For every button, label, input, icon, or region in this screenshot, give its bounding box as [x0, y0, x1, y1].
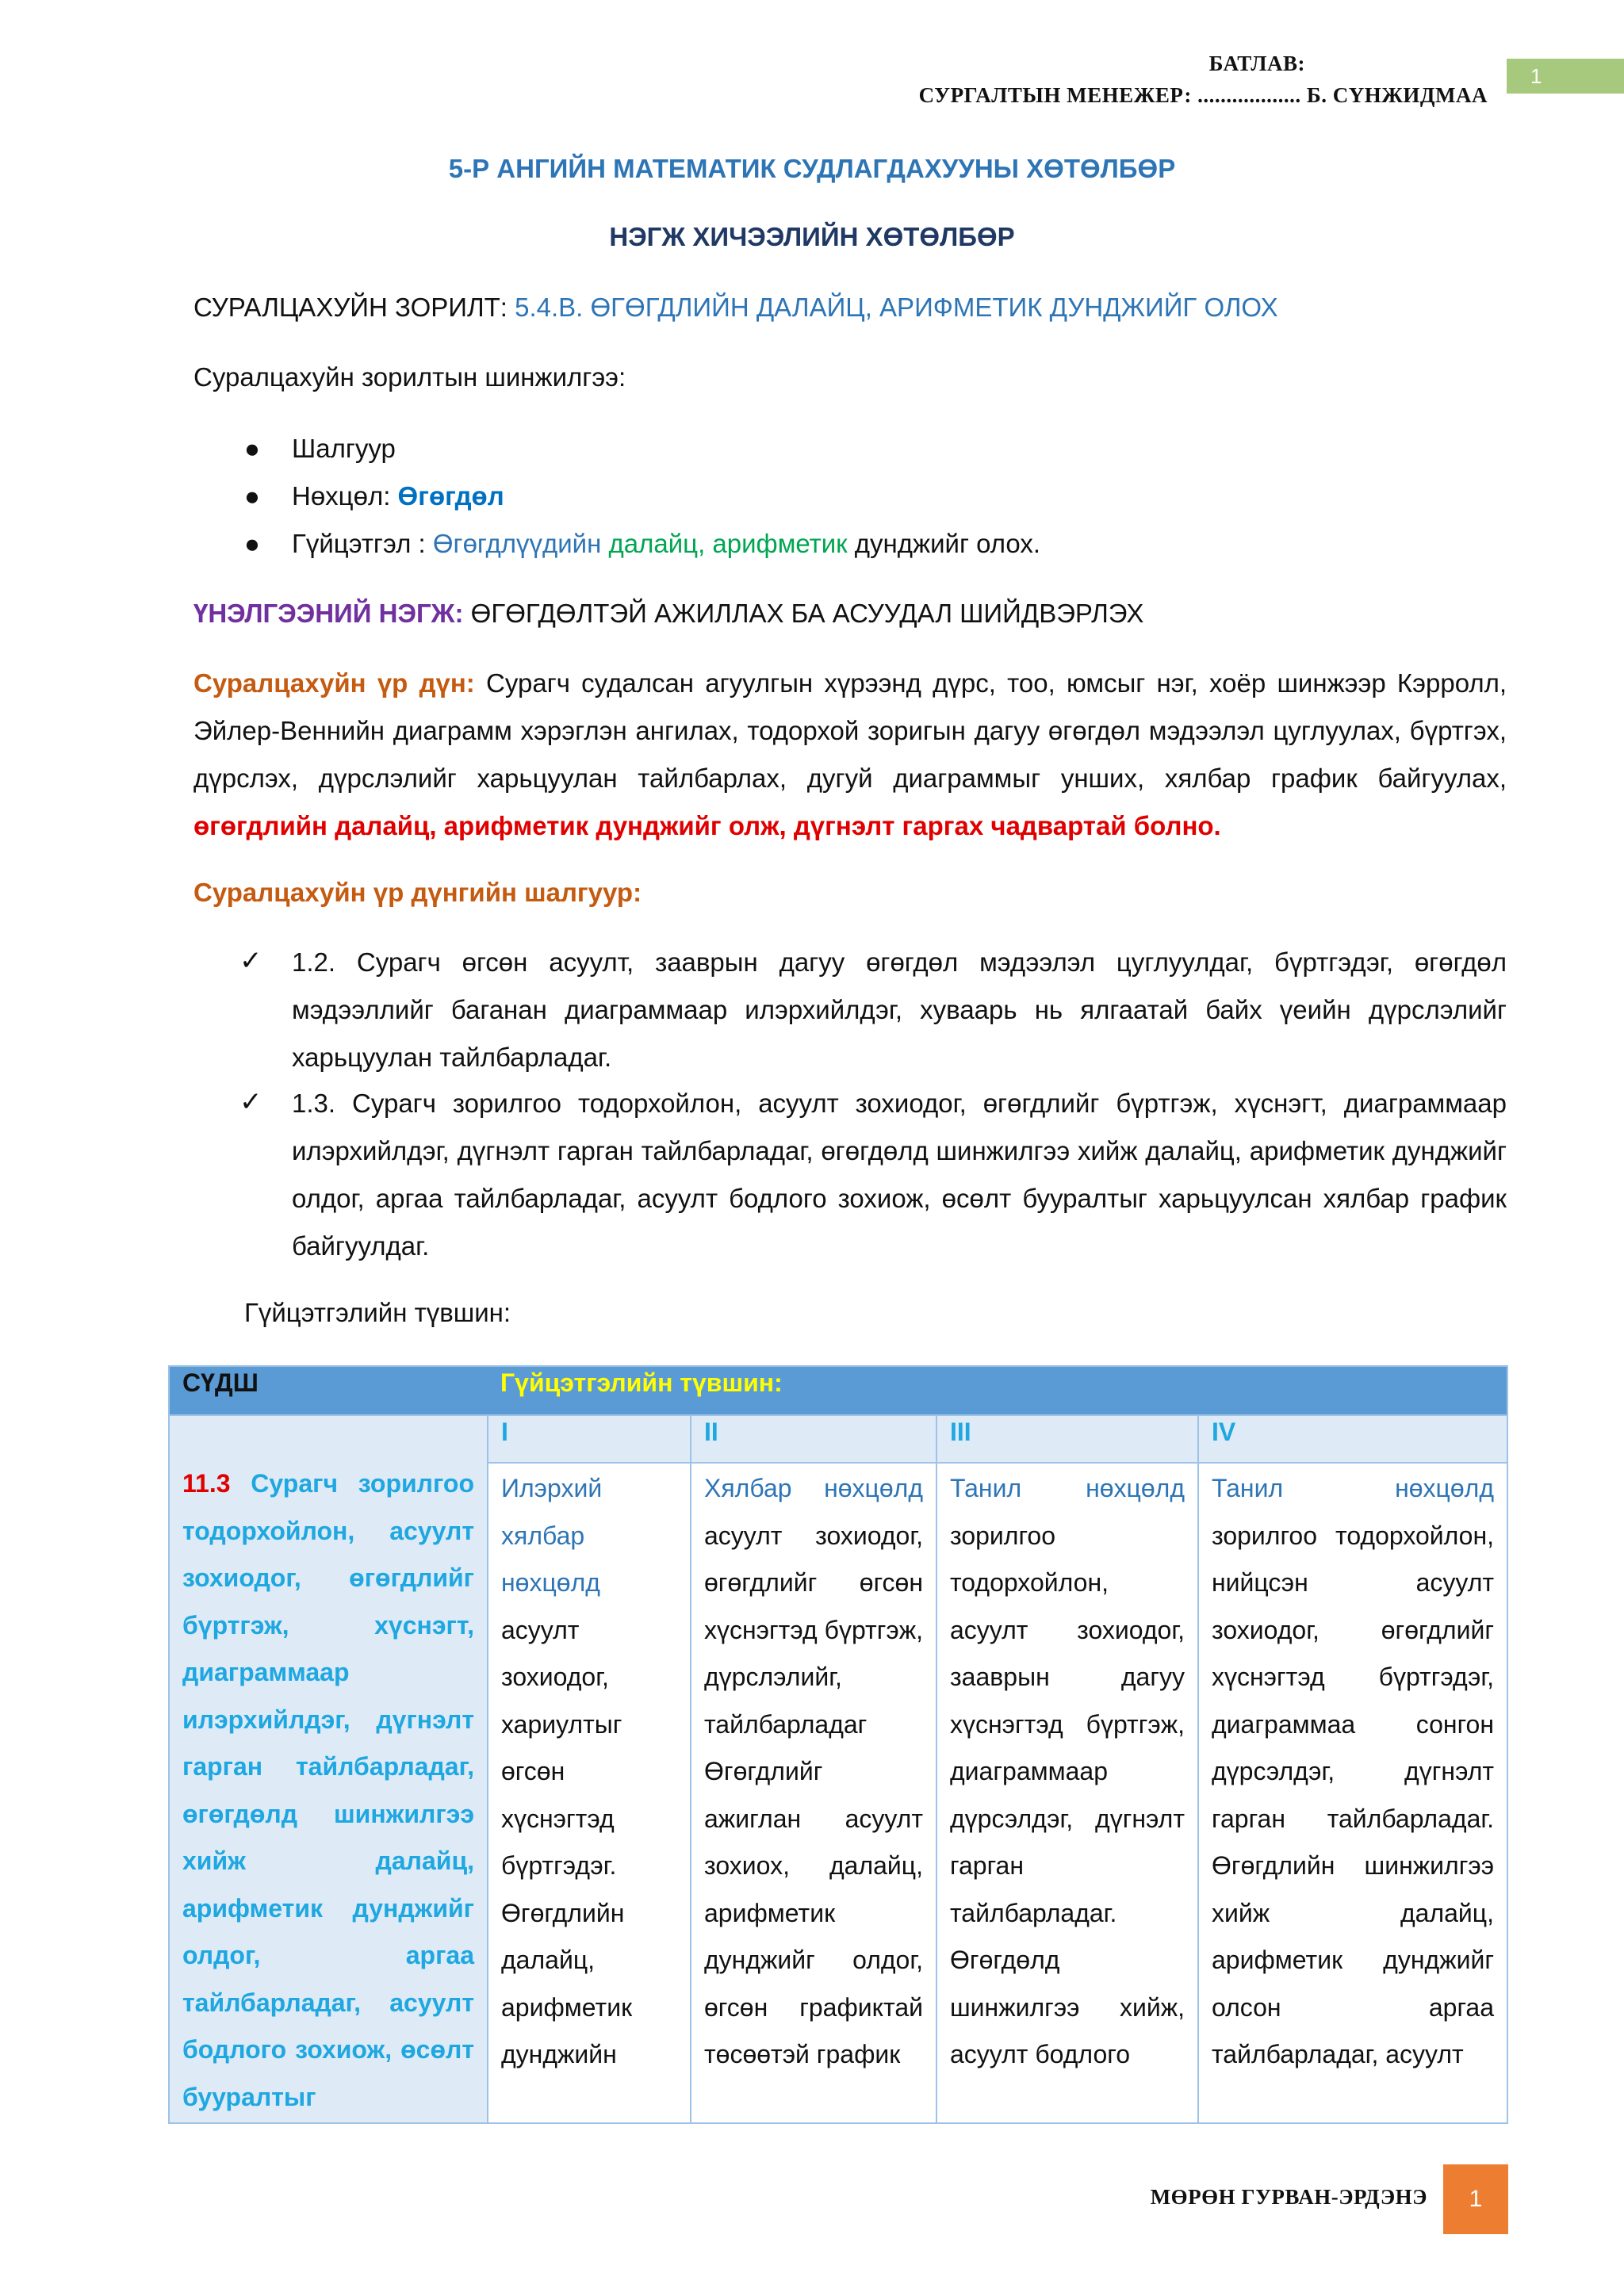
column-header-sudsh: СҮДШ — [169, 1366, 488, 1415]
sudsh-number: 11.3 — [182, 1469, 231, 1498]
bullet-dot-icon: ● — [244, 481, 260, 511]
column-header-level: Гүйцэтгэлийн түвшин: — [488, 1366, 1507, 1415]
unit-title: НЭГЖ ХИЧЭЭЛИЙН ХӨТӨЛБӨР — [609, 222, 1015, 251]
analysis-heading: Суралцахуйн зорилтын шинжилгээ: — [193, 362, 626, 392]
performance-line — [292, 528, 1040, 560]
objective-label: СУРАЛЦАХУЙН ЗОРИЛТ: — [193, 293, 508, 322]
table-header-row — [169, 1366, 1507, 1415]
level-header: III — [936, 1415, 1198, 1463]
criteria-item: 1.2. Сурагч өгсөн асуулт, зааврын дагуу өгөгдөл мэдээлэл цуглуулдаг, бүртгэдэг, өгөгдөл мэдээллийг баганан диаграммаар илэрхийлдэг, хуваарь нь ялгаатай байх үеийн дүрслэлийг харьцуулан тайлбарладаг. — [292, 947, 1507, 1072]
level-2-cell: Хялбар нөхцөлд асуулт зохиодог, өгөгдлийг өгсөн хүснэгтэд бүртгэж, дүрслэлийг, тайлбарладаг Өгөгдлийг ажиглан асуулт зохиох, далайц, арифметик дунджийг олдог, өгсөн графиктай төсөөтэй график — [691, 1463, 936, 2123]
performance-part1: Өгөгдлүүдийн — [432, 529, 602, 558]
level-header: I — [488, 1415, 691, 1463]
assessment-unit-value: ӨГӨГДӨЛТЭЙ АЖИЛЛАХ БА АСУУДАЛ ШИЙДВЭРЛЭХ — [470, 599, 1144, 628]
learning-outcome — [193, 660, 1507, 850]
sudsh-cell — [169, 1415, 488, 2123]
approve-label: БАТЛАВ: — [1208, 52, 1305, 75]
bullet-criterion — [244, 433, 260, 465]
approval-block — [919, 48, 1488, 111]
condition-value: Өгөгдөл — [397, 481, 504, 511]
condition-line — [292, 480, 504, 512]
performance-levels-table — [168, 1365, 1508, 2124]
outcome-text: Сурагч судалсан агуулгын хүрээнд дүрс, тоо, юмсыг нэг, хоёр шинжээр Кэрролл, Эйлер-Веннийн диаграмм хэрэглэн ангилах, тодорхой зоригын дагуу өгөгдөл мэдээлэл цуглуулах, бүртгэх, дүрслэх, дүрслэлийг харьцуулан тайлбарлах, дугуй диаграммыг унших, хялбар график байгуулах, — [193, 668, 1507, 793]
level-header: II — [691, 1415, 936, 1463]
outcome-label: Суралцахуйн үр дүн: — [193, 668, 475, 698]
criteria-item: 1.3. Сурагч зорилгоо тодорхойлон, асуулт зохиодог, өгөгдлийг бүртгэж, хүснэгт, диаграммаар илэрхийлдэг, дүгнэлт гарган тайлбарладаг, өгөгдөлд шинжилгээ хийж далайц, арифметик дунджийг олдог, аргаа тайлбарладаг, асуулт бодлого зохиож, өсөлт бууралтыг харьцуулсан хялбар график байгуулдаг. — [292, 1089, 1507, 1261]
level-3-cell: Танил нөхцөлд зорилгоо тодорхойлон, асуулт зохиодог, зааврын дагуу хүснэгтэд бүртгэж, диаграммаар дүрсэлдэг, дүгнэлт гарган тайлбарладаг. Өгөгдөлд шинжилгээ хийж, асуулт бодлого — [936, 1463, 1198, 2123]
performance-part2: далайц, арифметик — [608, 529, 848, 558]
level-4-cell: Танил нөхцөлд зорилгоо тодорхойлон, нийцсэн асуулт зохиодог, өгөгдлийг хүснэгтэд бүртгэдэг, диаграммаа сонгон дүрсэлдэг, дүгнэлт гарган тайлбарладаг. Өгөгдлийн шинжилгээ хийж далайц, арифметик дунджийг олсон аргаа тайлбарладаг, асуулт — [1198, 1463, 1507, 2123]
footer-page-number: 1 — [1443, 2164, 1508, 2234]
manager-signature-line: СУРГАЛТЫН МЕНЕЖЕР: .................. Б. СҮНЖИДМАА — [918, 83, 1488, 107]
performance-label: Гүйцэтгэл : — [292, 529, 426, 558]
bullet-dot-icon: ● — [244, 529, 260, 558]
level-heading: Гүйцэтгэлийн түвшин: — [244, 1298, 511, 1327]
condition-label: Нөхцөл: — [292, 481, 391, 511]
objective-value: 5.4.В. ӨГӨГДЛИЙН ДАЛАЙЦ, АРИФМЕТИК ДУНДЖИЙГ ОЛОХ — [515, 293, 1278, 322]
level-1-cell: Илэрхий хялбар нөхцөлд асуулт зохиодог, хариултыг өгсөн хүснэгтэд бүртгэдэг. Өгөгдлийн далайц, арифметик дунджийн — [488, 1463, 691, 2123]
level-header: IV — [1198, 1415, 1507, 1463]
performance-part3: дунджийг олох. — [854, 529, 1041, 558]
bullet-dot-icon: ● — [244, 434, 260, 463]
level-numbers-row — [169, 1415, 1507, 1463]
outcome-highlight: өгөгдлийн далайц, арифметик дунджийг олж, дүгнэлт гаргах чадвартай болно. — [193, 811, 1221, 840]
check-icon: ✓ — [239, 946, 262, 976]
page-number-tab: 1 — [1507, 59, 1624, 94]
bullet-performance — [244, 528, 260, 560]
criterion-text: Шалгуур — [292, 434, 396, 463]
bullet-condition — [244, 480, 260, 512]
assessment-unit-label: ҮНЭЛГЭЭНИЙ НЭГЖ: — [193, 599, 464, 628]
objective-line — [193, 292, 1278, 323]
footer-school-name: МӨРӨН ГУРВАН-ЭРДЭНЭ — [1150, 2185, 1427, 2209]
check-icon: ✓ — [239, 1087, 262, 1117]
assessment-unit-line — [193, 598, 1143, 629]
criteria-heading: Суралцахуйн үр дүнгийн шалгуур: — [193, 878, 642, 907]
program-title: 5-Р АНГИЙН МАТЕМАТИК СУДЛАГДАХУУНЫ ХӨТӨЛБӨР — [448, 154, 1176, 183]
sudsh-text: Сурагч зорилгоо тодорхойлон, асуулт зохиодог, өгөгдлийг бүртгэж, хүснэгт, диаграммаар илэрхийлдэг, дүгнэлт гарган тайлбарладаг, өгөгдөлд шинжилгээ хийж далайц, арифметик дунджийг олдог, аргаа тайлбарладаг, асуулт бодлого зохиож, өсөлт бууралтыг — [182, 1469, 475, 2111]
